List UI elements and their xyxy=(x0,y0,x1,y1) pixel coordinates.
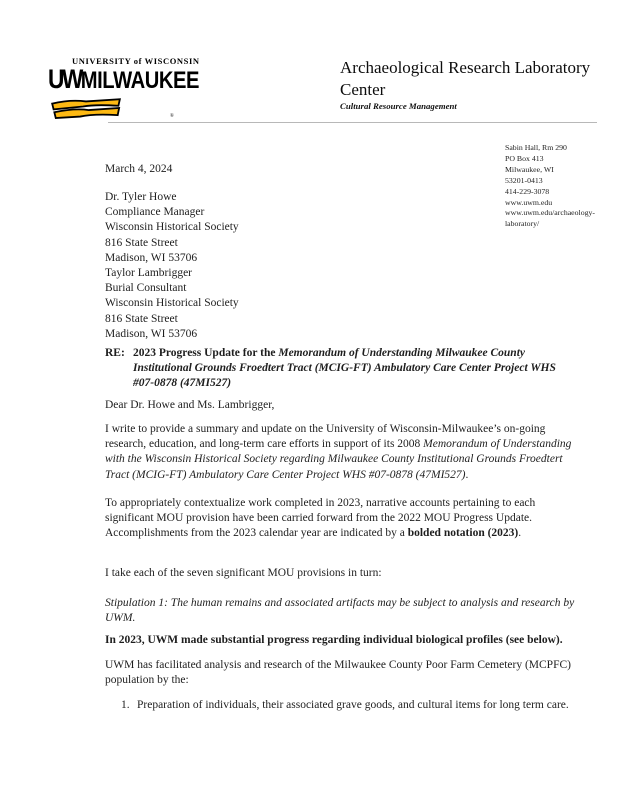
mou-title-italic: Memorandum of Understanding with the Wisconsin Historical Society regarding Milwaukee County Institutional Grounds Froedtert Tract (MCIG-FT) Ambulatory Care Center Project WHS #07-0878 (47MI527) xyxy=(105,438,572,481)
re-subject-line xyxy=(105,346,570,392)
recipient-address-1 xyxy=(105,190,583,266)
contact-line: laboratory/ xyxy=(505,219,540,229)
stipulation-1: Stipulation 1: The human remains and associated artifacts may be subject to analysis and research by UWM. xyxy=(105,597,575,625)
contact-line: PO Box 413 xyxy=(505,153,544,163)
letterhead-divider xyxy=(108,122,597,123)
recipient-street: 816 State Street xyxy=(105,236,178,249)
flag-stripe-bottom xyxy=(54,108,119,118)
paragraph-text: . xyxy=(518,527,522,540)
recipient-address-2 xyxy=(105,266,583,342)
department-title: Archaeological Research Laboratory Center xyxy=(340,58,591,99)
paragraph-provisions: I take each of the seven significant MOU provisions in turn: xyxy=(105,567,382,579)
list-item-text: Preparation of individuals, their associated grave goods, and cultural items for long term care. xyxy=(137,699,569,711)
recipient-city: Madison, WI 53706 xyxy=(105,251,198,264)
logo-wordmark xyxy=(48,64,200,96)
paragraph-text: To appropriately contextualize work completed in 2023, narrative accounts pertaining to each significant MOU provision have been carried forward from the 2022 MOU Progress Update. Accomplishments from the 2023 calendar year are indicated by a xyxy=(105,497,536,540)
logo-uw-text: UW xyxy=(48,64,81,94)
uwm-flag-icon xyxy=(50,97,122,121)
re-label: RE: xyxy=(105,347,125,359)
recipient-title: Burial Consultant xyxy=(105,282,187,295)
registered-trademark-mark: ® xyxy=(170,114,174,119)
recipient-title: Compliance Manager xyxy=(105,206,205,219)
paragraph-text: I write to provide a summary and update on the University of Wisconsin-Milwaukee’s on-going research, education, and long-term care efforts in support of its 2008 xyxy=(105,423,546,451)
contact-line: www.uwm.edu/archaeology- xyxy=(505,208,595,218)
contact-line: 414-229-3078 xyxy=(505,186,550,196)
recipient-org: Wisconsin Historical Society xyxy=(105,297,239,310)
paragraph-context xyxy=(105,496,583,542)
logo-milwaukee-text: MILWAUKEE xyxy=(80,67,200,94)
contact-line: www.uwm.edu xyxy=(505,197,553,207)
contact-line: Milwaukee, WI xyxy=(505,164,554,174)
division-subtitle: Cultural Resource Management xyxy=(340,101,457,111)
letter-date: March 4, 2024 xyxy=(105,163,173,175)
list-number: 1. xyxy=(121,699,130,711)
numbered-list-item xyxy=(121,698,573,713)
paragraph-intro xyxy=(105,422,583,483)
paragraph-text: . xyxy=(465,468,469,481)
recipient-street: 816 State Street xyxy=(105,312,178,325)
logo-university-line: UNIVERSITY of WISCONSIN xyxy=(72,56,200,66)
recipient-name: Taylor Lambrigger xyxy=(105,267,193,279)
bolded-notation: bolded notation (2023) xyxy=(407,527,519,540)
recipient-org: Wisconsin Historical Society xyxy=(105,221,239,234)
salutation: Dear Dr. Howe and Ms. Lambrigger, xyxy=(105,399,275,411)
contact-line: Sabin Hall, Rm 290 xyxy=(505,143,567,152)
uwm-logo xyxy=(48,56,228,121)
re-subject-bold: 2023 Progress Update for the xyxy=(133,347,279,359)
recipient-name: Dr. Tyler Howe xyxy=(105,191,177,203)
progress-statement: In 2023, UWM made substantial progress regarding individual biological profiles (see below). xyxy=(105,634,563,646)
contact-line: 53201-0413 xyxy=(505,175,543,185)
recipient-city: Madison, WI 53706 xyxy=(105,327,198,340)
re-subject-italic: Memorandum of Understanding Milwaukee County Institutional Grounds Froedtert Tract (MCIG-FT) Ambulatory Care Center Project WHS #07-0878 (47MI527) xyxy=(133,347,556,390)
paragraph-facilitated: UWM has facilitated analysis and research of the Milwaukee County Poor Farm Cemetery (MCPFC) population by the: xyxy=(105,659,571,687)
